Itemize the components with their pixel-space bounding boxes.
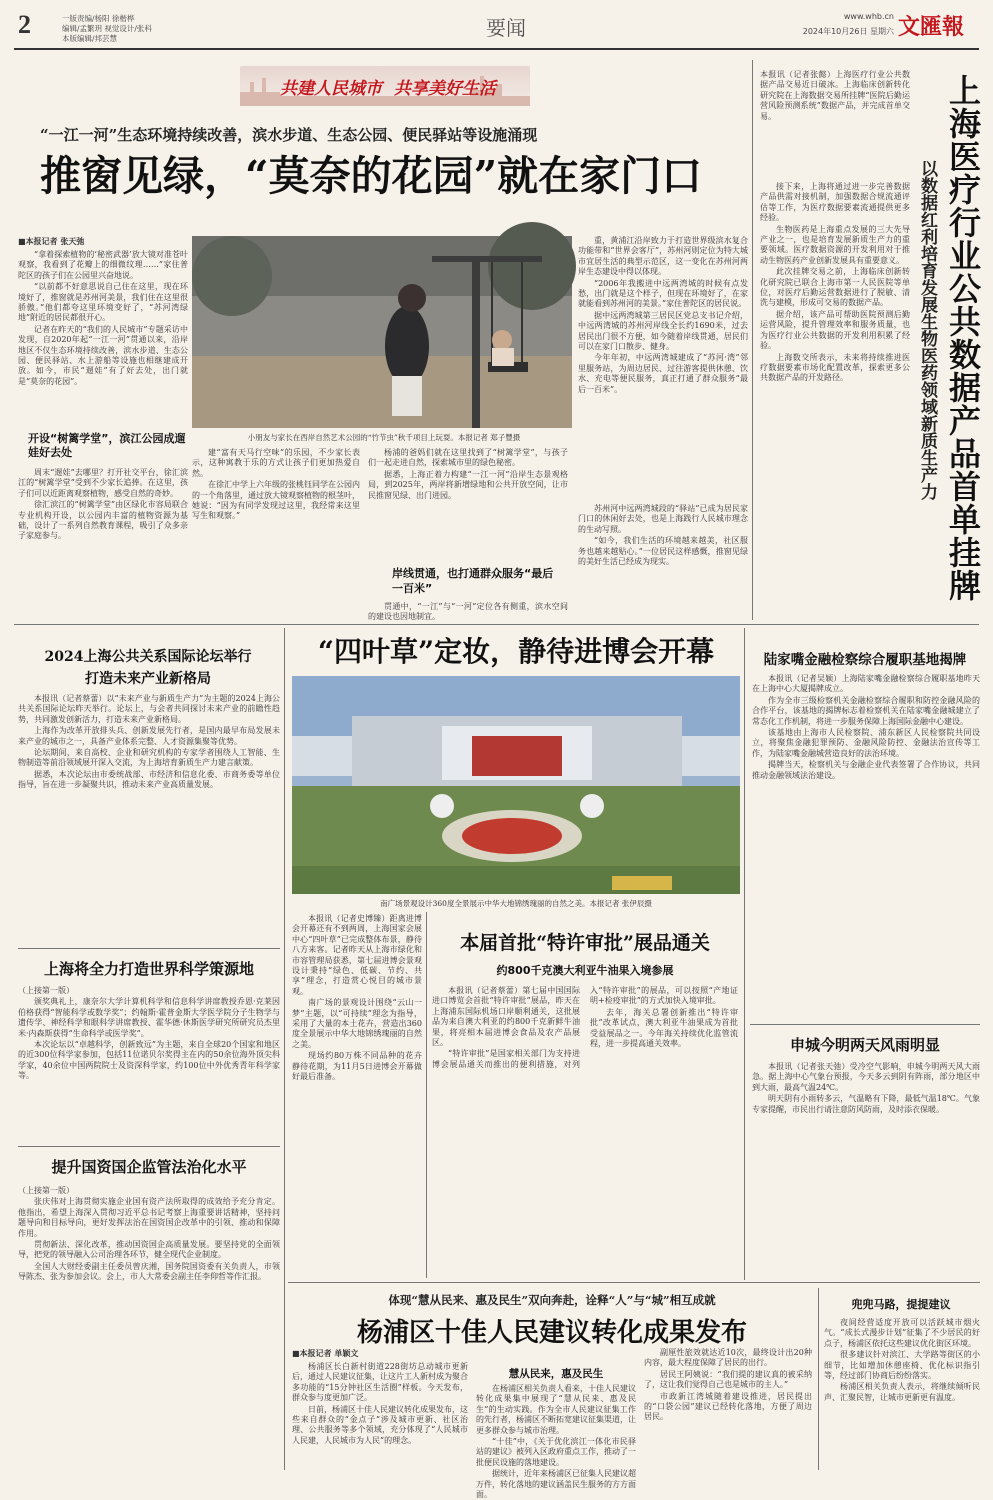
paragraph: 据悉，本次论坛由市委统战部、市经济和信息化委、市商务委等单位指导，旨在进一步凝聚共识，推动未来产业高质量发展。 — [18, 769, 280, 790]
lead-col3b — [368, 602, 568, 622]
paragraph: 今年年初，中远两湾城建成了“苏河·湾”邻里服务站，为周边居民、过往游客提供休憩、饮水、充电等便民服务，真正打通了群众服务“最后一百米”。 — [578, 353, 748, 394]
paragraph: 市政新江湾城随着建设推进，居民提出的“口袋公园”建议已经转化落地，方便了周边居民。 — [644, 1391, 812, 1422]
paragraph: 张庆伟对上海贯彻实施企业国有资产法所取得的成效给予充分肯定。他指出，希望上海深入贯彻习近平总书记考察上海重要讲话精神，坚持问题导向和目标导向，更好发挥法治在国资国企改革中的引领、推动和保障作用。 — [18, 1197, 280, 1238]
editor-line: 本版编辑/邦芸慧 — [62, 34, 118, 43]
section-rule — [14, 624, 979, 625]
expo-photo-caption: 南广场景观设计360度全景展示中华大地锦绣瑰丽的自然之美。本报记者 张伊辰摄 — [380, 899, 652, 908]
lead-byline: ■本报记者 张天弛 — [18, 237, 85, 246]
paragraph: 副厘性旅效就达近10次，最终设计出20种内容，最大程度保障了居民的出行。 — [644, 1348, 812, 1368]
paragraph: 本报讯（记者蔡蕾）以“未来产业与新质生产力”为主题的2024上海公共关系国际论坛昨天举行。论坛上，与会者共同探讨未来产业的前瞻性趋势，共同激发创新活力，打造未来产业新格局。 — [18, 694, 280, 724]
section-title: 要闻 — [486, 16, 526, 40]
paragraph: 居民王阿姨说：“我们提的建议真的被采纳了，这让我们觉得自己也是城市的主人。” — [644, 1369, 812, 1390]
paragraph: 很多建议针对滨江、大学路等街区的小细节，比如增加休憩座椅、优化标识指引等，经过部门协商后纷纷落实。 — [824, 1350, 980, 1381]
lead-subhead-2: 岸线贯通，也打通群众服务“最后一百米” — [392, 567, 554, 595]
yangpu-col1 — [292, 1362, 468, 1470]
paragraph: 接下来，上海将通过进一步完善数据产品供需对接机制，加强数据合规流通评估等工作，为医疗数据要素流通提供更多经验。 — [760, 182, 910, 223]
jiekou-body — [824, 1318, 980, 1470]
paragraph: “十佳”中，《关于优化滨江一体化市民驿站的建议》被列入区政府重点工作，推动了一批便民设施的落地建设。 — [476, 1437, 636, 1467]
forum-headline: 2024上海公共关系国际论坛举行 — [44, 649, 252, 665]
paragraph: 杨浦的爸妈们就在这里找到了“树篱学堂”，与孩子们一起走进自然，探索城市里的绿色秘密。 — [368, 448, 568, 468]
paragraph: 作为全市三级检察机关金融检察综合履职和防控金融风险的合作平台，该基地的揭牌标志着检察机关在陆家嘴金融城建立了常态化工作机制，将进一步服务保障上海国际金融中心建设。 — [752, 695, 980, 726]
feature-byline — [760, 70, 910, 178]
page-number: 2 — [18, 10, 31, 39]
park-swing-illustration — [192, 236, 572, 428]
paragraph: 建“富有天马行空味”的乐园，不少家长表示，这种寓教于乐的方式让孩子们更加热爱自然。 — [192, 448, 360, 478]
yangpu-kicker: 体现“慧从民来、惠及民生”双向奔赴，诠释“人”与“城”相互成就 — [388, 1293, 716, 1307]
section-rule — [18, 1146, 280, 1147]
paragraph: 生物医药是上海重点发展的三大先导产业之一，也是培育发展新质生产力的重要领域。医疗数据资源的开发利用对于推动生物医药产业创新发展具有重要意义。 — [760, 224, 910, 265]
yangpu-col2 — [476, 1384, 636, 1500]
feature-headline: 上海医疗行业公共数据产品首单挂牌 — [944, 74, 982, 602]
paragraph: 去年，海关总署创新推出“特许审批”改革试点，澳大利亚牛油果成为首批受益展品之一。今年海关持续优化监管流程，进一步提高通关效率。 — [590, 1007, 738, 1049]
editor-line: 一版责编/杨阳 徐楷桦 — [62, 14, 135, 23]
paragraph: “拿着探索植物的‘秘密武器’放大镜对准苍叶观察，我看到了花瓣上的细微纹理……”家住普陀区的孩子们在公园里兴奋地说。 — [18, 250, 188, 280]
lead-subhead-1: 开设“树篱学堂”，滨江公园成遛娃好去处 — [28, 432, 186, 459]
paragraph: 重，黄浦江沿岸致力于打造世界级滨水复合功能带和“世界会客厅”，苏州河则定位为特大城市宜居生活的典型示范区，这一变化在苏州河两岸生态建设中得以体现。 — [578, 236, 748, 277]
paragraph: 现场约80万株不同品种的花卉静待花期，为11月5日进博会开幕做好最后准备。 — [292, 1051, 422, 1082]
feature-subtitle: 以数据红利培育发展生物医药领域新质生产力 — [917, 160, 937, 500]
lead-col3 — [368, 448, 568, 560]
lead-headline: 推窗见绿，“莫奈的花园”就在家门口 — [40, 152, 703, 200]
paragraph: 徐汇滨江的“树篱学堂”由区绿化市容局联合专业机构开设，以公园内丰富的植物资源为基础，设计了一系列自然教育课程，吸引了众多亲子家庭参与。 — [18, 500, 188, 541]
lead-col2 — [192, 448, 360, 618]
paragraph: 明天阴有小雨转多云，气温略有下降，最低气温18℃。气象专家提醒，市民出行请注意防风防雨，及时添衣保暖。 — [752, 1094, 980, 1114]
column-divider — [818, 1288, 819, 1470]
paragraph: 苏州河中远两湾城段的“驿站”已成为居民家门口的休闲好去处，也是上海践行人民城市理念的生动写照。 — [578, 504, 748, 534]
paragraph: 周末“遛娃”去哪里？打开社交平台，徐汇滨江的“树篱学堂”受到不少家长追捧。在这里，孩子们可以近距离观察植物，感受自然的奇妙。 — [18, 468, 188, 498]
paragraph: 本报讯（记者吴颖）上海陆家嘴金融检察综合履职基地昨天在上海中心大厦揭牌成立。 — [752, 674, 980, 694]
paragraph: 全国人大财经委副主任委员曾庆湘，国务院国资委有关负责人，市领导陈杰、张为参加会议。会上，市人大常委会副主任李仰哲等作汇报。 — [18, 1261, 280, 1282]
paragraph: 论坛期间，来自高校、企业和研究机构的专家学者围绕人工智能、生物制造等前沿领域展开深入交流，为上海培育新质生产力建言献策。 — [18, 748, 280, 768]
lead-photo-caption: 小朋友与家长在西岸自然艺术公园的“竹节虫”秋千项目上玩耍。本报记者 郑子豐摄 — [247, 433, 521, 442]
forum-subhead: 打造未来产业新格局 — [85, 671, 211, 687]
science-headline: 上海将全力打造世界科学策源地 — [43, 960, 254, 978]
yangpu-col3 — [644, 1348, 812, 1470]
paragraph: 本次论坛以“卓越科学，创新致远”为主题，来自全球20个国家和地区的近300位科学家参加，包括11位诺贝尔奖得主在内的50余位海外顶尖科学家，40余位中国两院院士及资深科学家，约100位中外优秀青年科学家等。 — [18, 1040, 280, 1081]
paragraph: 本报讯（记者张懿）上海医疗行业公共数据产品交易近日破冰。上海临床创新转化研究院在上海数据交易所挂牌“医院后勤运营风险预测系统”数据产品，并完成首单交易。 — [760, 70, 910, 121]
lead-photo — [192, 236, 572, 428]
paragraph: 在徐汇中学上六年级的张桃钰同学在公园内的一个角落里，通过放大镜观察植物的根茎叶，她说：“因为有同学发现过这里，我经常来这里写生和观察。” — [192, 480, 360, 521]
section-rule — [18, 948, 280, 949]
feature-body — [760, 182, 910, 618]
lead-note: （上接第一版） — [18, 986, 74, 995]
paragraph: 据悉，上海正着力构建“一江一河”沿岸生态景观格局，到2025年，两岸将新增绿地和公共开放空间，让市民推窗见绿、出门进园。 — [368, 469, 568, 500]
paragraph: 据中远两湾城第三居民区党总支书记介绍，中远两湾城的苏州河岸线全长约1690米，过去居民出门很不方便，如今随着岸线贯通，居民们可以在家门口散步、健身。 — [578, 310, 748, 352]
paragraph: 杨浦区长白新村街道228街坊总动城市更新后，通过人民建议征集，让这片工人新村成为聚合多功能的“15分钟社区生活圈”样板。今天发布，群众参与度更加广泛。 — [292, 1362, 468, 1403]
paragraph: 此次挂牌交易之前，上海临床创新转化研究院已联合上海市第一人民医院等单位，对医疗后勤运营数据进行了脱敏、清洗与建模，形成可交易的数据产品。 — [760, 267, 910, 308]
paragraph: 本报讯（记者张天弛）受冷空气影响，申城今明两天风大雨急。据上海中心气象台预报，今天多云到阴有阵雨，部分地区中到大雨，最高气温24℃。 — [752, 1062, 980, 1092]
expo-headline: “四叶草”定妆，静待进博会开幕 — [317, 635, 715, 668]
paragraph: 颁奖典礼上，康奈尔大学计算机科学和信息科学讲席教授乔恩·克莱因伯格获得“智能科学或数学奖”；约翰斯·霍普金斯大学医学院分子生物学与遗传学、神经科学和眼科学讲席教授、霍华德·休斯医学研究所研究员杰里米·内森斯获得“生命科学或医学奖”。 — [18, 997, 280, 1038]
lead-col5 — [578, 504, 748, 620]
masthead-date: 2024年10月26日 星期六 — [802, 27, 894, 36]
paragraph: “以前都不好意思说自己住在这里，现在环境好了，推窗就是苏州河美景，我们住在这里很骄傲。”他们都夸这里环境变好了，“苏河湾绿地”附近的居民都很开心。 — [18, 282, 188, 323]
convention-center-illustration — [292, 676, 740, 894]
paragraph: 本报讯（记者蔡蕾）第七届中国国际进口博览会首批“特许审批”展品，昨天在上海浦东国际机场口岸顺利通关，这批展品为来自澳大利亚的约800千克新鲜牛油果，将亮相本届进博会食品及农产品展区。 — [432, 986, 580, 1048]
paragraph: “特许审批”是国家相关部门为支持进博会展品通关而推出的便利措施，对列入“特许审批”的展品，可以按照“产地证明+检疫审批”的方式加快入境审批。 — [432, 986, 738, 1069]
column-divider — [744, 628, 745, 1280]
yangpu-byline: ■本报记者 单颖文 — [292, 1349, 359, 1358]
banner-slogan: 共建人民城市 共享美好生活 — [280, 79, 496, 99]
paragraph: 杨浦区相关负责人表示，将继续倾听民声、汇聚民智，让城市更新更有温度。 — [824, 1382, 980, 1402]
tekuai-headline: 本届首批“特许审批”展品通关 — [460, 932, 710, 954]
paragraph: “如今，我们生活的环境越来越美，社区服务也越来越贴心。”一位居民这样感慨，推窗见绿的美好生活已经成为现实。 — [578, 536, 748, 567]
paragraph: 日前，杨浦区十佳人民建议转化成果发布，这些来自群众的“金点子”涉及城市更新、社区治理、公共服务等多个领域，充分体现了“人民城市人民建，人民城市为人民”的理念。 — [292, 1404, 468, 1445]
lead-col1b — [18, 468, 188, 618]
lead-note: （上接第一版） — [18, 1186, 74, 1195]
lead-col4 — [578, 236, 748, 500]
paragraph: 夜间经营适度开放可以活跃城市烟火气。“成长式漫步计划”征集了不少居民的好点子，杨浦区依托这些建议优化街区环境。 — [824, 1318, 980, 1348]
section-rule — [750, 1024, 980, 1025]
guozi-body — [18, 1186, 280, 1470]
paragraph: 据介绍，该产品可帮助医院预测后勤运营风险，提升管理效率和服务质量，也为医疗行业公共数据的开发利用积累了经验。 — [760, 309, 910, 351]
paragraph: 该基地由上海市人民检察院、浦东新区人民检察院共同设立，将聚焦金融犯罪预防、金融风险防控、金融法治宣传等工作，为陆家嘴金融城营造良好的法治环境。 — [752, 728, 980, 758]
paragraph: “2006年我搬进中远两湾城的时候有点发愁，出门就是这个样子，但现在环境好了，在家就能看到苏州河的美景。”家住普陀区的居民说。 — [578, 278, 748, 309]
expo-body — [292, 914, 422, 1278]
guozi-headline: 提升国资国企监管法治化水平 — [51, 1158, 247, 1176]
column-divider — [284, 628, 285, 1470]
paragraph: 南广场的景观设计围绕“云山一梦”主题，以“可持续”理念为指导，采用了大量的本土花卉，营造出360度全景展示中华大地锦绣瑰丽的自然之美。 — [292, 998, 422, 1049]
newspaper-logo: 文匯報 — [898, 14, 965, 40]
paragraph: 记者在昨天的“我们的人民城市”专题采访中发现，自2020年起“一江一河”贯通以来，沿岸地区不仅生态环境持续改善，滨水步道、生态公园、便民驿站、水上游船等设施也相继建成开放。如今，市民“遛娃”有了好去处，出门就是“莫奈的花园”。 — [18, 324, 188, 386]
paragraph: 揭牌当天，检察机关与金融企业代表签署了合作协议，共同推动金融领域法治建设。 — [752, 760, 980, 780]
science-body — [18, 986, 280, 1142]
tekuai-subhead: 约800千克澳大利亚牛油果入境参展 — [496, 964, 674, 977]
paragraph: 本报讯（记者史博臻）距离进博会开幕还有不到两周，上海国家会展中心“四叶草”已完成整体布景，静待八方来客。记者昨天从上海市绿化和市容管理局获悉，第七届进博会景观设计秉持“绿色、低碳、节约、共享”理念，打造赏心悦目的城市景观。 — [292, 914, 422, 996]
yangpu-subhead: 慧从民来，惠及民生 — [508, 1368, 604, 1380]
masthead-url: www.whb.cn — [843, 12, 894, 21]
tekuai-body — [432, 986, 738, 1276]
jiekou-headline: 兜兜马路，提提建议 — [851, 1298, 951, 1311]
editor-line: 编辑/孟繁玥 视觉设计/张科 — [62, 24, 152, 33]
paragraph: 据统计，近年来杨浦区已征集人民建议超万件，转化落地的建议涵盖民生服务的方方面面。 — [476, 1469, 636, 1500]
lead-kicker: “一江一河”生态环境持续改善，滨水步道、生态公园、便民驿站等设施涌现 — [40, 126, 538, 144]
paragraph: 上海作为改革开放排头兵、创新发展先行者，是国内最早布局发展未来产业的城市之一，具备产业体系完整、人才资源集聚等优势。 — [18, 726, 280, 746]
paragraph: 贯彻新法、深化改革，推动国资国企高质量发展。要坚持党的全面领导，把党的领导融入公司治理各环节，健全现代企业制度。 — [18, 1240, 280, 1260]
weather-body — [752, 1062, 980, 1276]
column-divider — [752, 60, 753, 620]
paragraph: 贯通中，“一江”与“一河”定位各有侧重，滨水空间的建设也因地制宜。 — [368, 602, 568, 622]
lead-col1 — [18, 250, 188, 428]
section-rule — [288, 1282, 980, 1283]
paragraph: 在杨浦区相关负责人看来，十佳人民建议转化成果集中展现了“慧从民来、惠及民生”的生动实践。作为全市人民建议征集工作的先行者，杨浦区不断拓宽建议征集渠道，让更多群众参与城市治理。 — [476, 1384, 636, 1435]
banner-box — [240, 66, 530, 106]
forum-body — [18, 694, 280, 944]
column-divider — [426, 912, 427, 1278]
lujiazui-headline: 陆家嘴金融检察综合履职基地揭牌 — [763, 652, 967, 668]
weather-headline: 申城今明两天风雨明显 — [789, 1036, 940, 1054]
expo-photo — [292, 676, 740, 894]
masthead-rule — [14, 48, 979, 50]
yangpu-headline: 杨浦区十佳人民建议转化成果发布 — [356, 1318, 747, 1348]
paragraph: 上海数交所表示，未来将持续推进医疗数据要素市场化配置改革，探索更多公共数据产品的开发路径。 — [760, 352, 910, 383]
lujiazui-body — [752, 674, 980, 1018]
